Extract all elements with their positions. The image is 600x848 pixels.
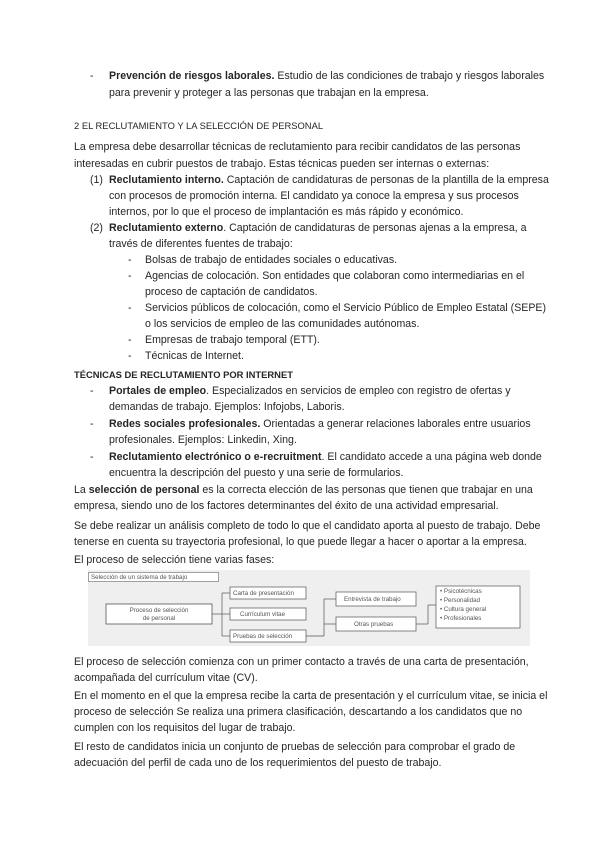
internet-title: TÉCNICAS DE RECLUTAMIENTO POR INTERNET (74, 369, 293, 380)
intro-item-bold: Prevención de riesgos laborales. (109, 70, 275, 82)
carta-line1: En el momento en el que la empresa recibe la carta de presentación y el currículum vitae, se inicia el (74, 690, 548, 702)
external-line2: través de diferentes fuentes de trabajo: (109, 238, 293, 250)
test-type: • Profesionales (440, 615, 482, 622)
intro-item-line1 (109, 70, 544, 83)
internet-item-rest: . El candidato accede a una página web donde (321, 451, 542, 463)
source-dash: - (128, 334, 132, 346)
source-item: Agencias de colocación. Son entidades que colaboran como intermediarias en el (145, 270, 525, 282)
internal-bold: Reclutamiento interno. (109, 174, 224, 186)
internal-rest: Captación de candidaturas de personas de la plantilla de la empresa (223, 174, 549, 186)
seleccion-line1 (74, 484, 533, 497)
selection-process-diagram (88, 570, 530, 646)
source-item: Empresas de trabajo temporal (ETT). (145, 334, 320, 346)
resto-line1: El resto de candidatos inicia un conjunto de pruebas de selección para comprobar el grado de (74, 741, 516, 753)
internal-line2: con procesos de promoción interna. El candidato ya conoce la empresa y sus procesos (109, 190, 519, 202)
source-item: Técnicas de Internet. (145, 350, 244, 362)
section-title: 2 EL RECLUTAMIENTO Y LA SELECCIÓN DE PERSONAL (74, 120, 324, 131)
test-type: • Cultura general (440, 606, 487, 613)
contacto-line2: acompañada del currículum vitae (CV). (74, 672, 258, 684)
bullet-dash: - (90, 451, 94, 463)
source-dash: - (128, 350, 132, 362)
external-line1 (109, 222, 527, 235)
contacto-line1: El proceso de selección comienza con un primer contacto a través de una carta de presentación, (74, 656, 529, 668)
analisis-line1: Se debe realizar un análisis completo de todo lo que el candidato aporta al puesto de trabajo. Debe (74, 520, 541, 532)
internet-item-rest: Orientadas a generar relaciones laborales entre usuarios (260, 418, 531, 430)
resto-line2: adecuación del perfil de cada uno de los requerimientos del puesto de trabajo. (74, 757, 442, 769)
internet-item-rest: . Especializados en servicios de empleo con registro de ofertas y (206, 385, 511, 397)
test-type-label: Psicotécnicas (443, 588, 482, 595)
seleccion-line2: empresa, siendo uno de los factores determinantes del éxito de una actividad empresarial. (74, 500, 499, 512)
middle-label-carta: Carta de presentación (233, 589, 294, 597)
test-type-label: Cultura general (443, 606, 487, 613)
internet-item-line1 (109, 418, 531, 431)
intro-item-rest: Estudio de las condiciones de trabajo y riesgos laborales (274, 70, 545, 82)
source-item: Bolsas de trabajo de entidades sociales o educativas. (145, 254, 398, 266)
source-dash: - (128, 302, 132, 314)
external-num: (2) (90, 222, 103, 234)
external-rest: . Captación de candidaturas de personas ajenas a la empresa, a (223, 222, 527, 234)
test-type-label: Profesionales (443, 615, 482, 622)
bullet-dash: - (90, 70, 94, 82)
fases-line: El proceso de selección tiene varias fases: (74, 554, 275, 566)
source-dash: - (128, 254, 132, 266)
seleccion-bold: selección de personal (88, 484, 200, 496)
internal-line3: internos, por lo que el proceso de implantación es más rápido y económico. (109, 206, 464, 218)
internet-item-bold: Reclutamiento electrónico o e-recruitment (109, 451, 322, 463)
internet-item-line1 (109, 385, 511, 398)
internet-item-line2: profesionales. Ejemplos: Linkedin, Xing. (109, 434, 297, 446)
para1-line2: interesadas en cubrir puestos de trabajo. Estas técnicas pueden ser internas o externas: (74, 158, 490, 170)
source-item-cont: o los servicios de empleo de las comunidades autónomas. (145, 318, 420, 330)
right-label-otras: Otras pruebas (354, 620, 394, 628)
intro-item-line2: para prevenir y proteger a las personas que trabajan en la empresa. (109, 87, 429, 99)
seleccion-rest: es la correcta elección de las personas que tienen que trabajar en una (199, 484, 533, 496)
test-type: • Psicotécnicas (440, 588, 482, 595)
source-dash: - (128, 270, 132, 282)
right-label-entrevista: Entrevista de trabajo (344, 595, 401, 603)
internet-item-bold: Portales de empleo (109, 385, 207, 397)
external-bold: Reclutamiento externo (109, 222, 224, 234)
internet-item-line1 (109, 451, 542, 464)
main-box-line2: de personal (142, 615, 176, 622)
seleccion-pre: La (74, 484, 89, 496)
internet-item-line2: demandas de trabajo. Ejemplos: Infojobs, Laboris. (109, 401, 345, 413)
middle-label-pruebas: Pruebas de selección (233, 632, 293, 640)
top-label: Selección de un sistema de trabajo (91, 573, 188, 581)
para1-line1: La empresa debe desarrollar técnicas de reclutamiento para recibir candidatos de las personas (74, 141, 521, 153)
carta-line3: cumplen con los requisitos del lugar de trabajo. (74, 722, 296, 734)
test-type: • Personalidad (440, 597, 481, 604)
test-type-label: Personalidad (443, 597, 481, 604)
internal-num: (1) (90, 174, 103, 186)
carta-line2: proceso de selección Se realiza una primera clasificación, descartando a los candidatos que no (74, 706, 523, 718)
main-box-line1: Proceso de selección (129, 607, 189, 614)
analisis-line2: tenerse en cuenta su trayectoria profesional, lo que puede llegar a hacer o aportar a la empresa. (74, 536, 527, 548)
source-item-cont: proceso de captación de candidatos. (145, 286, 318, 298)
internet-item-bold: Redes sociales profesionales. (109, 418, 261, 430)
internal-line1 (109, 174, 549, 187)
bullet-dash: - (90, 418, 94, 430)
middle-label-cv: Currículum vitae (240, 610, 286, 618)
source-item: Servicios públicos de colocación, como el Servicio Público de Empleo Estatal (SEPE) (145, 302, 546, 314)
bullet-dash: - (90, 385, 94, 397)
internet-item-line2: encuentra la descripción del puesto y una serie de formularios. (109, 467, 404, 479)
